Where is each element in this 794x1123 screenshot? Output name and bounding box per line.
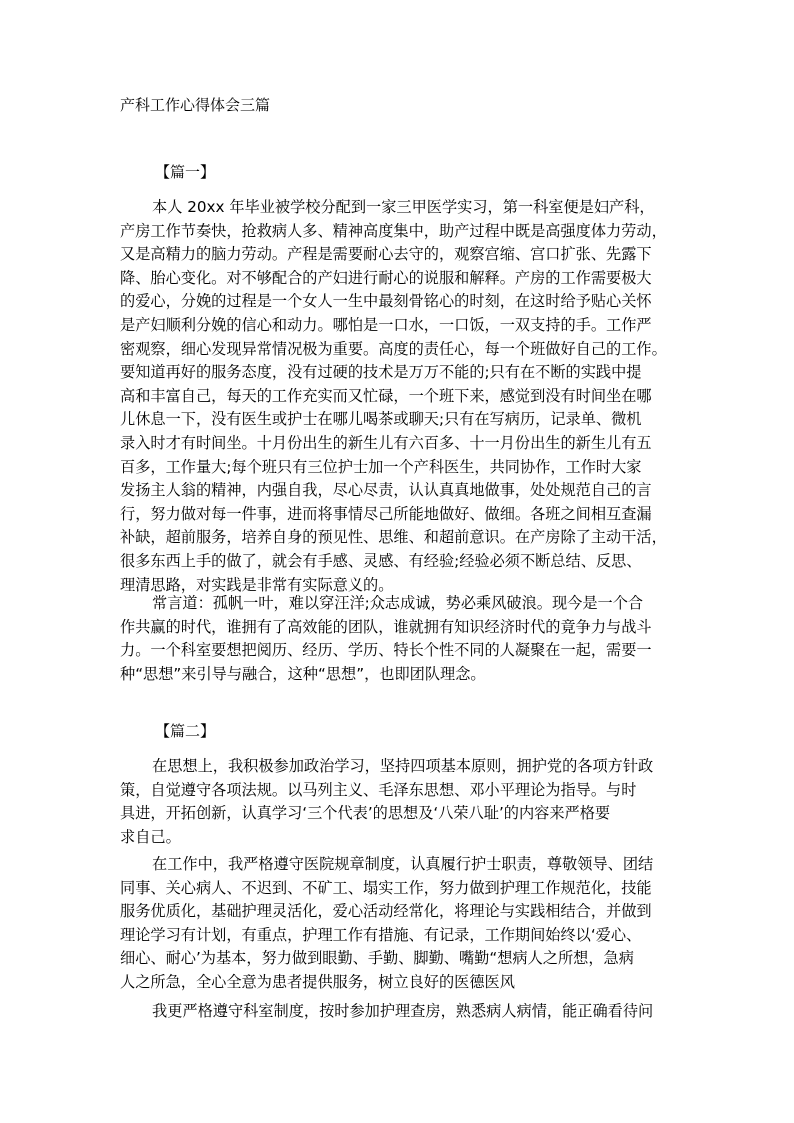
text-line: 是产妇顺利分娩的信心和动力。哪怕是一口水，一口饭，一双支持的手。工作严 — [120, 315, 652, 334]
text-line: 力。一个科室要想把阅历、经历、学历、特长个性不同的人凝聚在一起，需要一 — [120, 641, 652, 660]
text-line: 发扬主人翁的精神，内强自我，尽心尽责，认认真真地做事，处处规范自己的言 — [120, 481, 652, 500]
text-line: 人之所急，全心全意为患者提供服务，树立良好的医德医风 — [120, 972, 515, 991]
text-line: 行，努力做对每一件事，进而将事情尽己所能地做好、做细。各班之间相互查漏 — [120, 504, 652, 523]
text-line: 细心、耐心’为基本，努力做到眼勤、手勤、脚勤、嘴勤“想病人之所想，急病 — [120, 949, 634, 968]
text-line: 儿休息一下，没有医生或护士在哪儿喝茶或聊天;只有在写病历，记录单、微机 — [120, 410, 642, 429]
text-line: 录入时才有时间坐。十月份出生的新生儿有六百多、十一月份出生的新生儿有五 — [120, 433, 652, 452]
text-line: 密观察，细心发现异常情况极为重要。高度的责任心，每一个班做好自己的工作。 — [120, 339, 667, 358]
text-line: 高和丰富自己，每天的工作充实而又忙碌，一个班下来，感觉到没有时间坐在哪 — [120, 386, 652, 405]
text-line: 常言道：孤帆一叶，难以穿汪洋;众志成诚，势必乘风破浪。现今是一个合 — [152, 594, 644, 612]
text-line: 理论学习有计划，有重点，护理工作有措施、有记录，工作期间始终以‘爱心、 — [120, 925, 642, 944]
paragraph-2-2 — [120, 853, 680, 995]
text-line: 我更严格遵守科室制度，按时参加护理查房，熟悉病人病情，能正确看待问 — [152, 1002, 654, 1020]
text-line: 同事、关心病人、不迟到、不矿工、塌实工作，努力做到护理工作规范化，技能 — [120, 878, 652, 897]
paragraph-1-1 — [120, 196, 680, 597]
text-line: 又是高精力的脑力劳动。产程是需要耐心去守的，观察宫缩、宫口扩张、先露下 — [120, 245, 652, 264]
paragraph-2-3 — [120, 1000, 680, 1024]
text-line: 很多东西上手的做了，就会有手感、灵感、有经验;经验必须不断总结、反思、 — [120, 551, 642, 570]
text-line: 在工作中，我严格遵守医院规章制度，认真履行护士职责，尊敬领导、团结 — [152, 855, 654, 873]
text-line: 本人 20xx 年毕业被学校分配到一家三甲医学实习，第一科室便是妇产科， — [152, 198, 655, 216]
text-line: 产房工作节奏快，抢救病人多、精神高度集中，助产过程中既是高强度体力劳动， — [120, 221, 667, 240]
text-line: 在思想上，我积极参加政治学习，坚持四项基本原则，拥护党的各项方针政 — [152, 757, 654, 775]
text-line: 种“思想”来引导与融合，这种“思想”，也即团队理念。 — [120, 664, 486, 683]
text-line: 补缺，超前服务，培养自身的预见性、思维、和超前意识。在产房除了主动干活， — [120, 528, 667, 547]
text-line: 理清思路，对实践是非常有实际意义的。 — [120, 575, 394, 594]
text-line: 百多，工作量大;每个班只有三位护士加一个产科医生，共同协作，工作时大家 — [120, 457, 642, 476]
text-line: 的爱心，分娩的过程是一个女人一生中最刻骨铭心的时刻，在这时给予贴心关怀 — [120, 292, 652, 311]
section-heading-2: 【篇二】 — [155, 722, 216, 740]
text-line: 具进，开拓创新，认真学习‘三个代表’的思想及‘八荣八耻’的内容来严格要 — [120, 804, 611, 823]
text-line: 策，自觉遵守各项法规。以马列主义、毛泽东思想、邓小平理论为指导。与时 — [120, 780, 637, 799]
text-line: 求自己。 — [120, 827, 181, 846]
text-line: 服务优质化，基础护理灵活化，爱心活动经常化，将理论与实践相结合，并做到 — [120, 902, 652, 921]
paragraph-1-2 — [120, 592, 680, 686]
paragraph-2-1 — [120, 755, 680, 849]
section-heading-1: 【篇一】 — [155, 163, 216, 181]
text-line: 作共赢的时代，谁拥有了高效能的团队，谁就拥有知识经济时代的竟争力与战斗 — [120, 617, 652, 636]
text-line: 要知道再好的服务态度，没有过硬的技术是万万不能的;只有在不断的实践中提 — [120, 363, 642, 382]
document-title: 产科工作心得体会三篇 — [120, 96, 271, 114]
text-line: 降、胎心变化。对不够配合的产妇进行耐心的说服和解释。产房的工作需要极大 — [120, 268, 652, 287]
